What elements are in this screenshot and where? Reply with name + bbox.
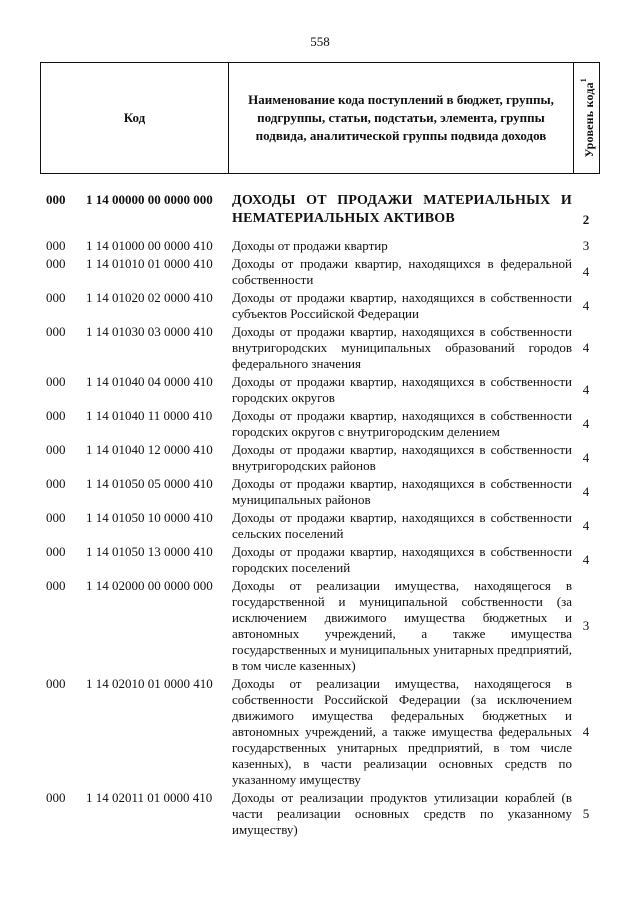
header-level-text: Уровень кода bbox=[582, 82, 596, 158]
revenue-code-cell: 1 14 01050 13 0000 410 bbox=[86, 544, 213, 559]
table-header bbox=[40, 62, 600, 174]
revenue-name-cell: Доходы от продажи квартир, находящихся в собственности внутригородских муниципальных образований городов федерального значения bbox=[232, 324, 572, 371]
revenue-name-cell: Доходы от продажи квартир, находящихся в собственности городских поселений bbox=[232, 544, 572, 575]
admin-code-cell: 000 bbox=[46, 324, 66, 339]
admin-code-cell: 000 bbox=[46, 408, 66, 423]
revenue-name-cell: Доходы от реализации имущества, находящегося в государственной и муниципальной собственности (за исключением движимого имущества бюджетных и автономных учреждений, а также имущества государственных и муниципальных унитарных предприятий, в том числе казенных) bbox=[232, 578, 573, 673]
revenue-code-cell: 1 14 01010 01 0000 410 bbox=[86, 256, 213, 271]
revenue-code-cell: 1 14 02000 00 0000 000 bbox=[86, 578, 213, 593]
code-level-cell: 4 bbox=[582, 340, 590, 355]
admin-code-cell: 000 bbox=[46, 442, 66, 457]
revenue-code-cell: 1 14 00000 00 0000 000 bbox=[86, 192, 213, 207]
table-row bbox=[40, 544, 600, 576]
header-level-cell bbox=[574, 63, 599, 173]
revenue-name-cell: Доходы от реализации имущества, находящегося в собственности Российской Федерации (за исключением движимого имущества федеральных бюджетных и автономных учреждений, а также имущества федеральных государственных унитарных предприятий, в том числе казенных), в части реализации основных средств по указанному имуществу bbox=[232, 676, 572, 787]
table-row bbox=[40, 324, 600, 372]
revenue-name-cell: Доходы от продажи квартир, находящихся в собственности внутригородских районов bbox=[232, 442, 572, 473]
table-row bbox=[40, 442, 600, 474]
table-row bbox=[40, 374, 600, 406]
code-level-cell: 3 bbox=[582, 238, 590, 253]
revenue-code-cell: 1 14 01020 02 0000 410 bbox=[86, 290, 213, 305]
table-row bbox=[40, 578, 600, 674]
revenue-code-cell: 1 14 01040 12 0000 410 bbox=[86, 442, 213, 457]
table-row bbox=[40, 790, 600, 838]
admin-code-cell: 000 bbox=[46, 510, 66, 525]
table-row bbox=[40, 476, 600, 508]
code-level-cell: 4 bbox=[582, 416, 590, 431]
code-level-cell: 4 bbox=[582, 450, 590, 465]
revenue-name-cell: Доходы от продажи квартир, находящихся в федеральной собственности bbox=[232, 256, 572, 287]
header-code: Код bbox=[41, 63, 229, 173]
code-level-cell: 4 bbox=[582, 724, 590, 739]
revenue-code-cell: 1 14 01050 10 0000 410 bbox=[86, 510, 213, 525]
revenue-name-cell: Доходы от продажи квартир bbox=[232, 238, 388, 253]
revenue-code-cell: 1 14 01040 04 0000 410 bbox=[86, 374, 213, 389]
table-row bbox=[40, 192, 600, 228]
revenue-code-cell: 1 14 01030 03 0000 410 bbox=[86, 324, 213, 339]
revenue-name-cell: Доходы от реализации продуктов утилизации кораблей (в части реализации основных средств по указанному имуществу) bbox=[232, 790, 572, 837]
code-level-cell: 4 bbox=[582, 382, 590, 397]
code-level-cell: 4 bbox=[582, 298, 590, 313]
code-level-cell: 3 bbox=[582, 618, 590, 633]
revenue-code-cell: 1 14 01000 00 0000 410 bbox=[86, 238, 213, 253]
header-level-note: 1 bbox=[579, 78, 588, 83]
revenue-name-cell: Доходы от продажи квартир, находящихся в собственности субъектов Российской Федерации bbox=[232, 290, 572, 321]
admin-code-cell: 000 bbox=[46, 192, 66, 207]
revenue-code-cell: 1 14 01050 05 0000 410 bbox=[86, 476, 213, 491]
revenue-name-cell: Доходы от продажи квартир, находящихся в собственности муниципальных районов bbox=[232, 476, 572, 507]
code-level-cell: 4 bbox=[582, 264, 590, 279]
admin-code-cell: 000 bbox=[46, 790, 66, 805]
code-level-cell: 4 bbox=[582, 518, 590, 533]
code-level-cell: 4 bbox=[582, 552, 590, 567]
revenue-name-cell: Доходы от продажи квартир, находящихся в собственности городских округов bbox=[232, 374, 572, 405]
table-row bbox=[40, 510, 600, 542]
admin-code-cell: 000 bbox=[46, 676, 66, 691]
revenue-code-cell: 1 14 02011 01 0000 410 bbox=[86, 790, 213, 805]
table-row bbox=[40, 256, 600, 288]
table-row bbox=[40, 676, 600, 788]
table-row bbox=[40, 238, 600, 254]
revenue-code-cell: 1 14 02010 01 0000 410 bbox=[86, 676, 213, 691]
admin-code-cell: 000 bbox=[46, 290, 66, 305]
revenue-name-cell: ДОХОДЫ ОТ ПРОДАЖИ МАТЕРИАЛЬНЫХ И НЕМАТЕРИАЛЬНЫХ АКТИВОВ bbox=[232, 193, 572, 226]
page-number: 558 bbox=[310, 34, 330, 49]
admin-code-cell: 000 bbox=[46, 578, 66, 593]
header-level bbox=[575, 78, 598, 157]
table-row bbox=[40, 290, 600, 322]
admin-code-cell: 000 bbox=[46, 256, 66, 271]
revenue-code-cell: 1 14 01040 11 0000 410 bbox=[86, 408, 213, 423]
revenue-name-cell: Доходы от продажи квартир, находящихся в собственности сельских поселений bbox=[232, 510, 572, 541]
code-level-cell: 2 bbox=[582, 212, 590, 227]
header-name: Наименование кода поступлений в бюджет, группы, подгруппы, статьи, подстатьи, элемента, группы подвида, аналитической группы подвида доходов bbox=[229, 63, 574, 173]
admin-code-cell: 000 bbox=[46, 238, 66, 253]
code-level-cell: 4 bbox=[582, 484, 590, 499]
table-row bbox=[40, 408, 600, 440]
admin-code-cell: 000 bbox=[46, 476, 66, 491]
table-body bbox=[40, 192, 600, 840]
admin-code-cell: 000 bbox=[46, 374, 66, 389]
admin-code-cell: 000 bbox=[46, 544, 66, 559]
code-level-cell: 5 bbox=[582, 806, 590, 821]
revenue-name-cell: Доходы от продажи квартир, находящихся в собственности городских округов с внутригородским делением bbox=[232, 408, 572, 439]
